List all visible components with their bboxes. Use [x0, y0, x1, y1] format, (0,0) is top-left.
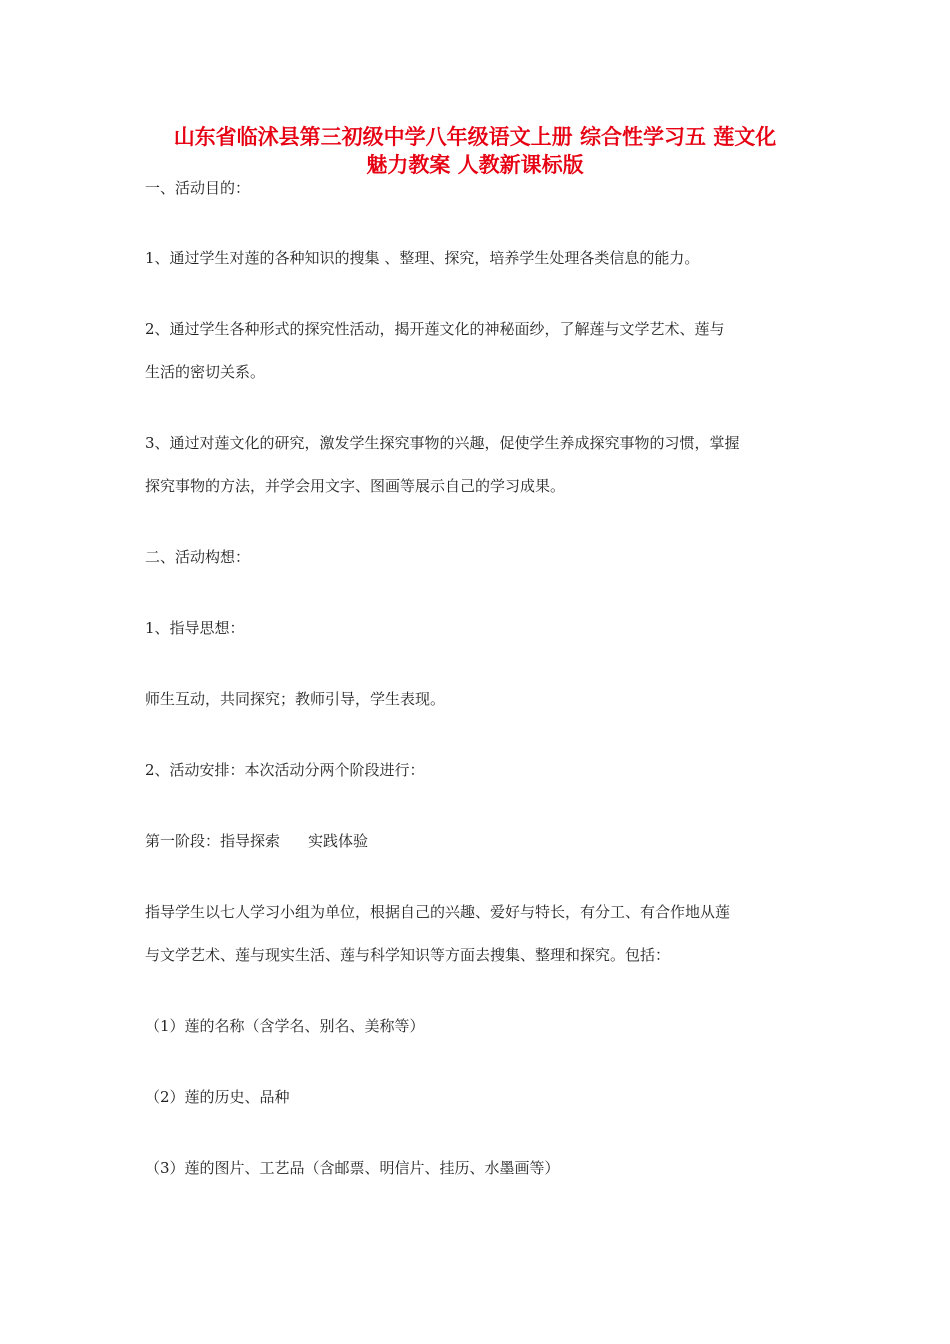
guiding-idea-heading: 1、指导思想： — [145, 619, 245, 637]
goal-2-line-2: 生活的密切关系。 — [145, 363, 266, 381]
list-item-2: （2）莲的历史、品种 — [145, 1088, 290, 1106]
section-heading-plan: 二、活动构想： — [145, 548, 251, 566]
stage-one-subtitle: 实践体验 — [308, 832, 369, 850]
list-item-1: （1）莲的名称（含学名、别名、美称等） — [145, 1017, 425, 1035]
goal-2-line-1: 2、通过学生各种形式的探究性活动，揭开莲文化的神秘面纱，了解莲与文学艺术、莲与 — [145, 320, 725, 338]
guiding-idea-text: 师生互动，共同探究；教师引导，学生表现。 — [145, 690, 446, 708]
document-title-line-1: 山东省临沭县第三初级中学八年级语文上册 综合性学习五 莲文化 — [173, 125, 777, 149]
stage-one-heading — [145, 830, 815, 852]
arrangement-heading: 2、活动安排：本次活动分两个阶段进行： — [145, 761, 425, 779]
stage-one-label: 第一阶段：指导探索 — [145, 832, 281, 850]
stage-one-text-line-1: 指导学生以七人学习小组为单位，根据自己的兴趣、爱好与特长，有分工、有合作地从莲 — [145, 903, 731, 921]
section-heading-goals: 一、活动目的： — [145, 179, 251, 197]
document-title-line-2: 魅力教案 人教新课标版 — [366, 153, 584, 177]
goal-3-line-2: 探究事物的方法，并学会用文字、图画等展示自己的学习成果。 — [145, 477, 566, 495]
stage-one-text-line-2: 与文学艺术、莲与现实生活、莲与科学知识等方面去搜集、整理和探究。包括： — [145, 946, 671, 964]
list-item-3: （3）莲的图片、工艺品（含邮票、明信片、挂历、水墨画等） — [145, 1159, 560, 1177]
goal-1: 1、通过学生对莲的各种知识的搜集 、整理、探究，培养学生处理各类信息的能力。 — [145, 249, 700, 267]
goal-3-line-1: 3、通过对莲文化的研究，激发学生探究事物的兴趣，促使学生养成探究事物的习惯，掌握 — [145, 434, 740, 452]
